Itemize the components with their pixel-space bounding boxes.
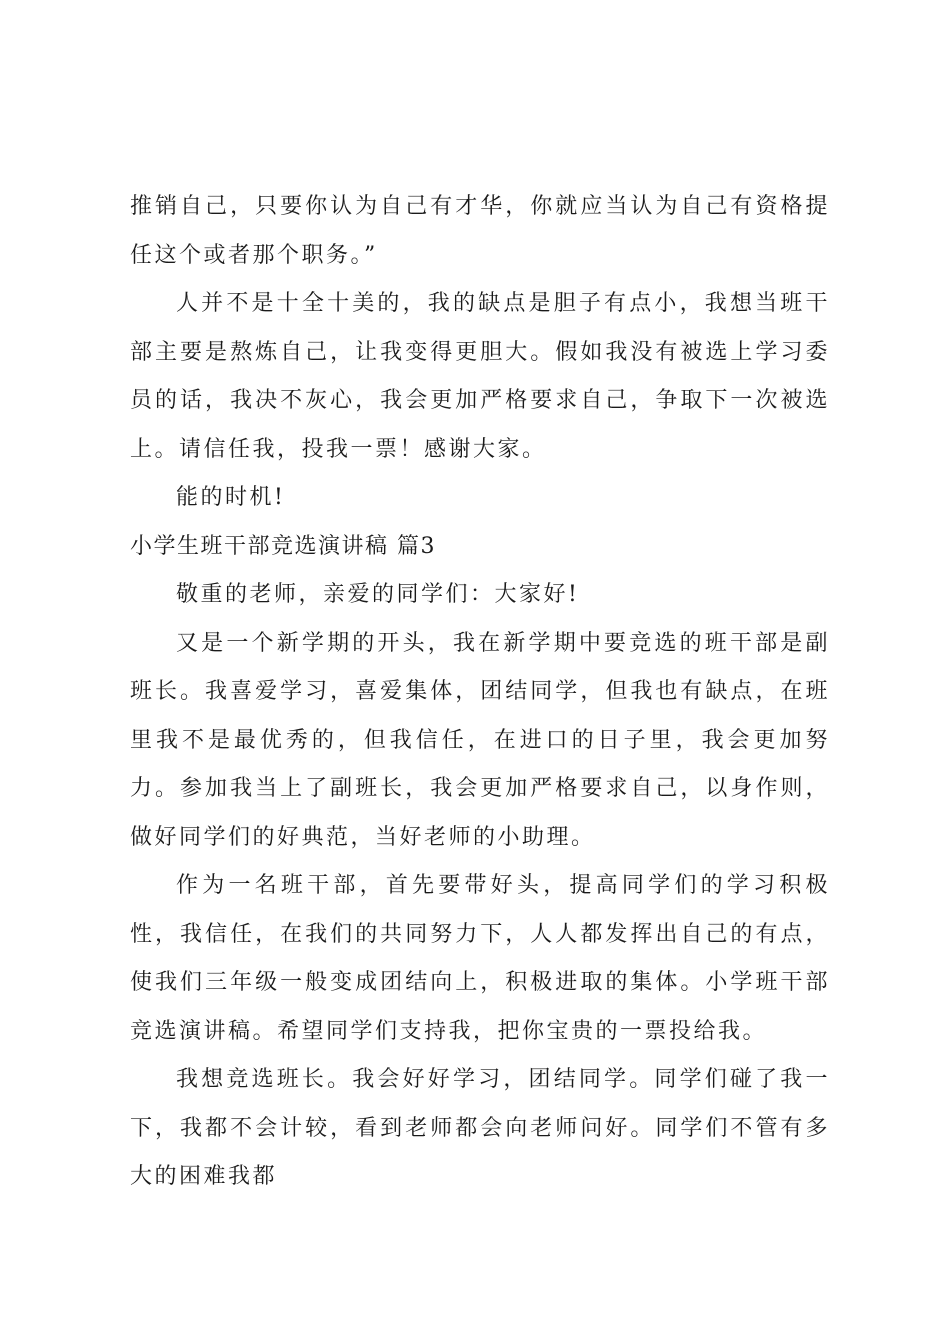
greeting-paragraph: 敬重的老师，亲爱的同学们：大家好!: [176, 582, 580, 607]
paragraph: 作为一名班干部，首先要带好头，提高同学们的学习积极性，我信任，在我们的共同努力下，人人都发挥出自己的有点，使我们三年级一般变成团结向上，积极进取的集体。小学班干部竞选演讲稿。希望同学们支持我，把你宝贵的一票投给我。: [130, 873, 830, 1044]
paragraph: 又是一个新学期的开头，我在新学期中要竞选的班干部是副班长。我喜爱学习，喜爱集体，团结同学，但我也有缺点，在班里我不是最优秀的，但我信任，在进口的日子里，我会更加努力。参加我当上了副班长，我会更加严格要求自己，以身作则，做好同学们的好典范，当好老师的小助理。: [130, 630, 830, 850]
paragraph: 我想竞选班长。我会好好学习，团结同学。同学们碰了我一下，我都不会计较，看到老师都会向老师问好。同学们不管有多大的困难我都: [130, 1067, 830, 1189]
document-body: [130, 183, 830, 1202]
paragraph: 推销自己，只要你认为自己有才华，你就应当认为自己有资格提任这个或者那个职务。”: [130, 194, 830, 268]
section-heading: 小学生班干部竞选演讲稿 篇3: [130, 533, 436, 559]
paragraph: 人并不是十全十美的，我的缺点是胆子有点小，我想当班干部主要是熬炼自己，让我变得更胆大。假如我没有被选上学习委员的话，我决不灰心，我会更加严格要求自己，争取下一次被选上。请信任我，投我一票！感谢大家。: [130, 291, 830, 462]
paragraph: 能的时机!: [176, 485, 286, 510]
